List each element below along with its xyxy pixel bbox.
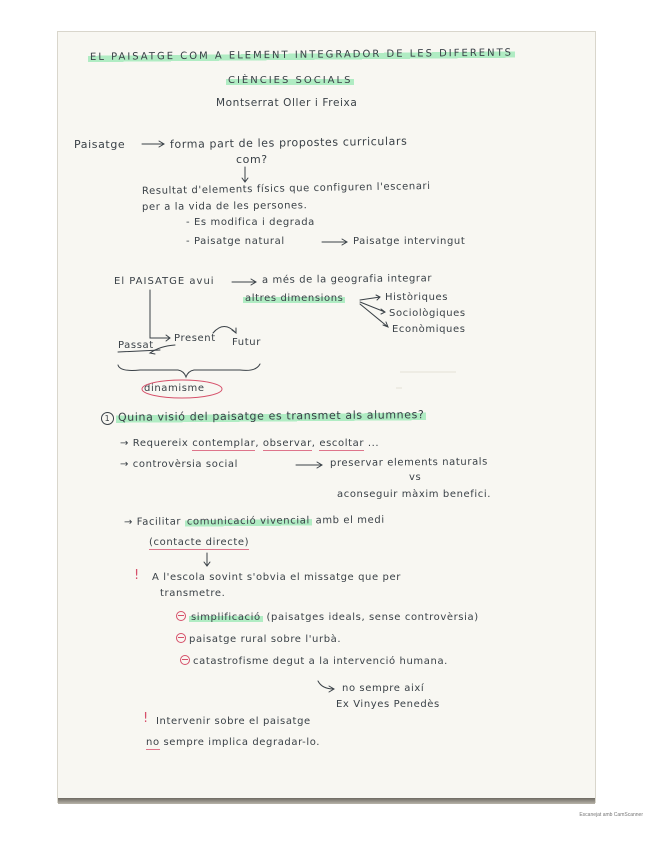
term-paisatge: Paisatge	[74, 138, 126, 151]
question-line: 1 Quina visió del paisatge es transmet als alumnes?	[101, 408, 426, 425]
label-futur: Futur	[232, 337, 261, 348]
label-passat: Passat	[118, 340, 154, 351]
exclamation-2: !	[143, 711, 149, 726]
preservar-line: preservar elements naturals	[329, 456, 489, 469]
vs-label: vs	[409, 472, 422, 483]
forma-part: forma part de les propostes curriculars	[169, 134, 408, 151]
com-question: com?	[236, 153, 268, 166]
es-modifica: - Es modifica i degrada	[186, 217, 315, 228]
author: Montserrat Oller i Freixa	[216, 97, 358, 109]
title-line-2: CIÈNCIES SOCIALS	[228, 75, 353, 86]
minus-circle-icon	[176, 633, 186, 643]
sheet-shadow	[58, 798, 595, 804]
item-catastrofisme: catastrofisme degut a la intervenció humana.	[180, 656, 448, 667]
aconseguir-line: aconseguir màxim benefici.	[337, 489, 492, 500]
label-dinamisme: dinamisme	[144, 383, 205, 394]
escola-line-1: A l'escola sovint s'obvia el missatge que per	[152, 572, 401, 583]
dim-economiques: Econòmiques	[392, 324, 466, 335]
escola-line-2: transmetre.	[160, 588, 226, 599]
no-sempre: no sempre així	[342, 683, 425, 694]
dim-sociologiques: Sociològiques	[389, 308, 466, 319]
scanner-watermark: Escanejat amb CamScanner	[579, 812, 643, 818]
item-simplificacio: simplificació (paisatges ideals, sense controvèrsia)	[176, 612, 479, 623]
controversia-line: → controvèrsia social	[120, 459, 239, 470]
altres-dimensions: altres dimensions	[245, 293, 344, 304]
geografia-integrar: a més de la geografia integrar	[261, 273, 433, 286]
facilitar-line: → Facilitar comunicació vivencial amb el medi	[123, 514, 385, 528]
title-line-1: EL PAISATGE COM A ELEMENT INTEGRADOR DE LES DIFERENTS	[89, 47, 514, 63]
exclamation-1: !	[134, 568, 140, 583]
paisatge-natural: - Paisatge natural	[186, 236, 285, 247]
intervenir-line-2: no sempre implica degradar-lo.	[146, 737, 321, 748]
intervenir-line-1: Intervenir sobre el paisatge	[156, 716, 311, 727]
resultat-line-1: Resultat d'elements físics que configuren l'escenari	[141, 180, 431, 197]
contacte-directe: (contacte directe)	[149, 537, 250, 548]
dim-historiques: Històriques	[385, 292, 449, 303]
minus-circle-icon	[180, 655, 190, 665]
paisatge-intervingut: Paisatge intervingut	[353, 236, 466, 247]
item-rural: paisatge rural sobre l'urbà.	[176, 634, 341, 645]
minus-circle-icon	[176, 611, 186, 621]
paisatge-avui: El PAISATGE avui	[114, 276, 215, 287]
exemple-vinyes: Ex Vinyes Penedès	[336, 699, 440, 710]
question-number: 1	[101, 412, 114, 425]
resultat-line-2: per a la vida de les persones.	[141, 200, 308, 213]
label-present: Present	[174, 333, 216, 344]
requereix-line: → Requereix contemplar, observar, escoltar ...	[120, 438, 380, 449]
